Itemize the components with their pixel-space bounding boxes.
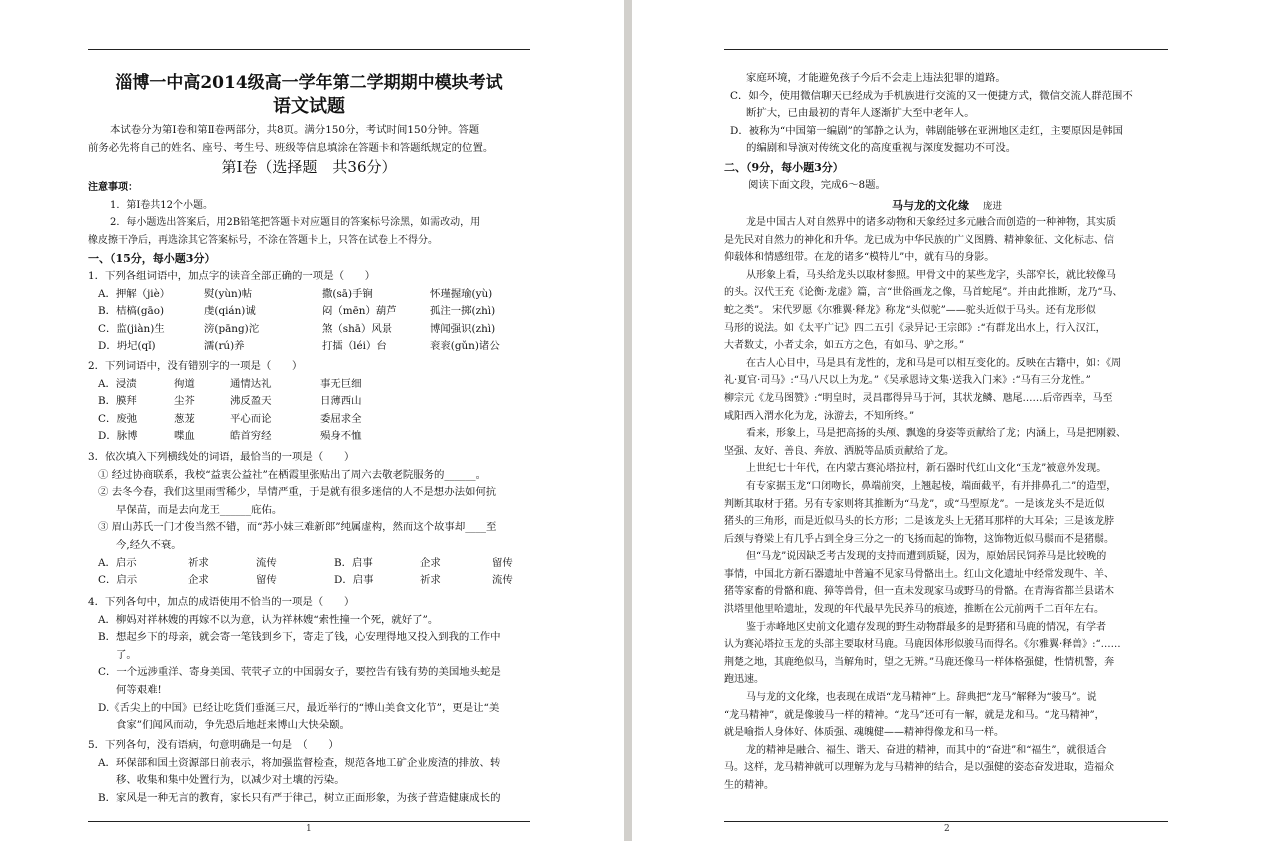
option-cell: 流传 bbox=[492, 574, 513, 587]
option-row bbox=[88, 572, 513, 590]
text-line: 早保苗，而是去向龙王______庇佑。 bbox=[116, 503, 283, 516]
text-line: B．家风是一种无言的教育，家长只有严于律己，树立正面形象，为孩子营造健康成长的 bbox=[98, 791, 501, 804]
option-cell: 虔(qián)诚 bbox=[204, 305, 256, 318]
text-line: 事情，中国北方新石器遗址中普遍不见家马骨骼出土。红山文化遗址中经常发现牛、羊、 bbox=[724, 568, 1114, 580]
text-line: 马形的说法。如《太平广记》四二五引《录异记·王宗郎》:“有群龙出水上，行入汉江， bbox=[724, 322, 1106, 334]
text-line: B．想起乡下的母亲，就会寄一笔钱到乡下，寄走了钱，心安理得地又投入到我的工作中 bbox=[98, 631, 501, 644]
option-cell: 怀瑾握瑜(yù) bbox=[430, 287, 493, 300]
question-2 bbox=[88, 358, 362, 446]
article-title: 马与龙的文化缘 庞进 bbox=[891, 199, 1002, 212]
text-line: 断扩大，已由最初的青年人逐渐扩大至中老年人。 bbox=[746, 107, 975, 120]
exam-page-1 bbox=[0, 0, 624, 841]
text-line: ① 经过协商联系，我校“益衷公益社”在栖霞里张贴出了周六去敬老院服务的______。 bbox=[98, 468, 486, 481]
text-line: 荆楚之地，其鹿绝似马，当解角时，望之无辨。”马鹿还像马一样体格强健，性情机警，奔 bbox=[724, 656, 1115, 668]
bottom-rule bbox=[724, 821, 1168, 822]
text-line: 有专家据玉龙“口闭吻长，鼻端前突，上翘起棱，端面截平，有并排鼻孔二”的造型， bbox=[746, 480, 1117, 492]
text-line: 是先民对自然力的神化和升华。龙已成为中华民族的广义图腾、精神象征、文化标志、信 bbox=[724, 234, 1114, 246]
option-cell: 博闻强识(zhì) bbox=[430, 322, 496, 335]
question-stem: 2．下列词语中，没有错别字的一项是（ ） bbox=[88, 360, 303, 372]
top-rule bbox=[724, 49, 1168, 50]
option-cell: 留传 bbox=[492, 556, 513, 569]
text-line: 仰载体和情感纽带。在龙的诸多“模特儿”中，就有马的身影。 bbox=[724, 252, 995, 264]
option-cell: 企求 bbox=[420, 556, 441, 569]
option-cell: A．启示 bbox=[98, 556, 137, 569]
exam-subject-title: 语文试题 bbox=[273, 96, 345, 117]
text-line: 鉴于赤峰地区史前文化遗存发现的野生动物群最多的是野猪和马鹿的情况，有学者 bbox=[746, 621, 1106, 633]
text-line: 跑迅速。 bbox=[724, 674, 764, 686]
text-line: 认为赛沁塔拉玉龙的头部主要取材马鹿。马鹿因体形似骏马而得名。《尔雅翼·释兽》:“…… bbox=[724, 639, 1121, 651]
question-5 bbox=[88, 737, 500, 807]
option-cell: 滂(pāng)沱 bbox=[204, 322, 260, 335]
option-cell: B．启事 bbox=[334, 556, 373, 569]
exam-page-2 bbox=[632, 0, 1262, 841]
text-line: 马与龙的文化缘，也表现在成语“龙马精神”上。辞典把“龙马”解释为“骏马”。说 bbox=[746, 692, 1097, 704]
question-4 bbox=[88, 594, 501, 735]
option-cell: 孤注一掷(zhì) bbox=[430, 305, 496, 318]
text-line: 洪塔里他里哈遗址，发现的年代最早先民养马的痕迹，推断在公元前两千二百年左右。 bbox=[724, 604, 1104, 616]
option-row bbox=[88, 393, 362, 411]
option-cell: D．脉博 bbox=[98, 430, 138, 443]
exam-title: 淄博一中高2014级高一学年第二学期期中模块考试 bbox=[115, 73, 503, 93]
page-divider bbox=[624, 0, 632, 841]
option-row bbox=[88, 321, 496, 339]
option-cell: 衮衮(gǔn)诸公 bbox=[430, 340, 500, 353]
text-line: 何等艰难! bbox=[116, 683, 162, 696]
option-cell: A．押解（jiè） bbox=[98, 287, 171, 300]
option-row bbox=[88, 338, 500, 356]
option-cell: 沸反盈天 bbox=[230, 395, 272, 408]
option-cell: 流传 bbox=[256, 556, 277, 569]
option-cell: 葱茏 bbox=[174, 412, 195, 425]
option-cell: D．坍圮(qǐ) bbox=[98, 340, 156, 353]
text-line: 柳宗元《龙马图赞》:“明皇时，灵昌郡得异马于河，其状龙鳞、虺尾……后帝西幸，马至 bbox=[724, 392, 1113, 404]
text-line: “龙马精神”，就是像骏马一样的精神。“龙马”还可有一解，就是龙和马。“龙马精神”， bbox=[724, 709, 1105, 721]
option-cell: 祈求 bbox=[420, 574, 441, 587]
text-line: 马。这样，龙马精神就可以理解为龙与马精神的结合，是以强健的姿态奋发进取，造福众 bbox=[724, 762, 1114, 774]
text-line: 的编剧和导演对传统文化的高度重视与深度发掘功不可没。 bbox=[746, 142, 1017, 155]
notes-section: 注意事项： 1．第Ⅰ卷共12个小题。 2．每小题选出答案后，用2B铅笔把答题卡对应题目的答案标号涂黑，如需改动，用 橡皮擦干净后，再选涂其它答案标号，不涂在答题卡上，只答在试卷上不得分。 bbox=[88, 182, 481, 246]
option-row bbox=[88, 286, 493, 304]
text-line: 生的精神。 bbox=[724, 780, 774, 791]
text-line: 龙是中国古人对自然界中的诸多动物和天象经过多元融合而创造的一种神物，其实质 bbox=[746, 217, 1116, 228]
option-cell: 殒身不恤 bbox=[320, 430, 362, 443]
option-cell: 闷（mēn）葫芦 bbox=[322, 305, 397, 318]
question-stem: 1．下列各组词语中，加点字的读音全部正确的一项是（ ） bbox=[88, 270, 376, 282]
question-stem: 4．下列各句中，加点的成语使用不恰当的一项是（ ） bbox=[88, 596, 355, 608]
option-cell: 濡(rú)养 bbox=[204, 340, 245, 353]
text-line: 上世纪七十年代，在内蒙古赛沁塔拉村，新石器时代红山文化“玉龙”被意外发现。 bbox=[746, 463, 1107, 475]
option-cell: 徇道 bbox=[174, 377, 195, 390]
option-cell: 企求 bbox=[188, 574, 209, 587]
text-line: D．被称为“中国第一编剧”的邹静之认为，韩剧能够在亚洲地区走红，主要原因是韩国 bbox=[730, 124, 1124, 137]
question-3 bbox=[88, 449, 513, 590]
section-2-heading: 二、（9分，每小题3分） bbox=[724, 161, 844, 174]
option-cell: D．启事 bbox=[334, 574, 374, 587]
option-cell: 煞（shā）风景 bbox=[322, 322, 393, 335]
option-row bbox=[88, 411, 362, 429]
option-cell: 日薄西山 bbox=[320, 395, 362, 408]
text-line: A．环保部和国土资源部日前表示，将加强监督检查，规范各地工矿企业废渣的排放、转 bbox=[98, 756, 501, 769]
option-cell: 委屈求全 bbox=[320, 412, 362, 425]
option-cell: C．启示 bbox=[98, 574, 138, 587]
text-line: 龙的精神是融合、福生、谐天、奋进的精神，而其中的“奋进”和“福生”，就很适合 bbox=[746, 744, 1107, 756]
question-5-continued bbox=[724, 70, 1133, 158]
option-cell: 熨(yùn)帖 bbox=[204, 287, 253, 300]
reading-instructions: 阅读下面文段，完成6～8题。 bbox=[748, 179, 886, 191]
article-author: 庞进 bbox=[982, 201, 1002, 212]
text-line: 今,经久不衰。 bbox=[116, 538, 182, 551]
option-cell: 皓首穷经 bbox=[230, 430, 272, 443]
question-stem: 5．下列各句，没有语病，句意明确是一句是 （ ） bbox=[88, 739, 339, 751]
option-cell: 尘芥 bbox=[174, 395, 195, 408]
option-cell: 喋血 bbox=[174, 430, 195, 443]
option-row bbox=[88, 428, 362, 446]
text-line: 的头。汉代王充《论衡·龙虚》篇，言“世俗画龙之像，马首蛇尾”。并由此推断，龙乃“马、 bbox=[724, 287, 1123, 299]
text-line: 蛇之类”。 宋代罗愿《尔雅翼·释龙》称龙“头似驼”——驼头近似于马头。还有龙形似 bbox=[724, 304, 1096, 316]
text-line: 猪等家畜的骨骼和鹿、獐等兽骨，但一直未发现家马或野马的骨骼。在青海省都兰县诺木 bbox=[724, 586, 1114, 598]
option-cell: 撒(sā)手锏 bbox=[322, 287, 373, 300]
text-line: 看来，形象上，马是把高扬的头颅、飘逸的身姿等贡献给了龙；内涵上，马是把刚毅、 bbox=[746, 428, 1126, 440]
text-line: 大者数丈，小者丈余，如五方之色，有如马、驴之形。” bbox=[724, 340, 965, 352]
option-row bbox=[88, 303, 496, 321]
text-line: D.《舌尖上的中国》已经让吃货们垂涎三尺，最近举行的“博山美食文化节”，更是让“美 bbox=[98, 701, 500, 714]
page-number: 2 bbox=[944, 824, 950, 834]
option-cell: B．桔槁(gāo) bbox=[98, 305, 165, 318]
article-body bbox=[724, 214, 1126, 795]
option-row bbox=[88, 376, 362, 394]
question-1 bbox=[88, 268, 500, 356]
option-cell: 事无巨细 bbox=[320, 377, 362, 390]
text-line: 坚强、友好、善良、奔放、洒脱等品质贡献给了龙。 bbox=[724, 445, 954, 457]
text-line: C．如今，使用微信聊天已经成为手机族进行交流的又一便捷方式，微信交流人群范围不 bbox=[730, 89, 1133, 102]
text-line: 猪头的三角形，而是近似马头的长方形；二是该龙头上无猪耳那样的大耳朵；三是该龙脖 bbox=[724, 516, 1114, 528]
text-line: 了。 bbox=[116, 648, 137, 661]
text-line: 从形象上看，马头给龙头以取材参照。甲骨文中的某些龙字，头部窄长，就比较像马 bbox=[746, 269, 1116, 281]
option-cell: B．膜拜 bbox=[98, 395, 137, 408]
option-cell: 留传 bbox=[256, 574, 277, 587]
text-line: C．一个远涉重洋、寄身美国、茕茕孑立的中国弱女子，要控告有钱有势的美国地头蛇是 bbox=[98, 666, 501, 679]
option-cell: 打擂（léi）台 bbox=[322, 340, 387, 353]
text-line: 食家”们闻风而动，争先恐后地赶来博山大快朵颐。 bbox=[116, 719, 350, 732]
option-cell: 通情达礼 bbox=[230, 377, 272, 390]
question-stem: 3．依次填入下列横线处的词语，最恰当的一项是（ ） bbox=[88, 451, 355, 463]
section-1-heading: 一、（15分，每小题3分） bbox=[88, 252, 216, 265]
option-cell: C．监(jiàn)生 bbox=[98, 322, 165, 335]
option-cell: 祈求 bbox=[188, 556, 209, 569]
text-line: ② 去冬今春，我们这里雨雪稀少，旱情严重，于是就有很多迷信的人不是想办法如何抗 bbox=[98, 486, 497, 499]
top-rule bbox=[88, 49, 530, 50]
page-number: 1 bbox=[306, 824, 312, 834]
text-line: ③ 眉山苏氏一门才俊当然不错，而“苏小妹三难新郎”纯属虚构，然而这个故事却____至 bbox=[98, 521, 497, 534]
bottom-rule bbox=[88, 821, 530, 822]
text-line: 在古人心目中，马是具有龙性的，龙和马是可以相互变化的。反映在古籍中，如：《周 bbox=[746, 357, 1121, 369]
text-line: A．柳妈对祥林嫂的再嫁不以为意，认为祥林嫂“索性撞一个死，就好了”。 bbox=[98, 613, 439, 626]
text-line: 就是喻指人身体好、体质强、魂魄健——精神得像龙和马一样。 bbox=[724, 727, 1004, 739]
text-line: 家庭环境，才能避免孩子今后不会走上违法犯罪的道路。 bbox=[746, 72, 1006, 84]
option-cell: C．废弛 bbox=[98, 412, 138, 425]
option-row bbox=[88, 555, 513, 573]
text-line: 移、收集和集中处置行为，以减少对土壤的污染。 bbox=[116, 774, 345, 787]
text-line: 判断其取材于猪。另有专家则将其推断为“马龙”，或“马型原龙”。一是该龙头不是近似 bbox=[724, 498, 1105, 510]
text-line: 但“马龙”说因缺乏考古发现的支持而遭到质疑，因为，原始居民饲养马是比较晚的 bbox=[746, 551, 1107, 563]
text-line: 咸阳西入渭水化为龙，泳游去，不知所终。” bbox=[724, 410, 915, 422]
text-line: 后颈与脊梁上有几乎占到全身三分之一的飞扬而起的饰物，这饰物近似马鬃而不是猪鬃。 bbox=[724, 533, 1114, 545]
volume-1-heading: 第Ⅰ卷（选择题 共36分） bbox=[221, 158, 397, 176]
text-line: 礼·夏官·司马》:“马八尺以上为龙。”《吴承恩诗文集·送我入门来》:“马有三分龙性。” bbox=[724, 375, 1091, 387]
exam-intro: 本试卷分为第Ⅰ卷和第Ⅱ卷两部分，共8页。满分150分，考试时间150分钟。答题 前务必先将自己的姓名、座号、考生号、班级等信息填涂在答题卡和答题纸规定的位置。 bbox=[88, 124, 494, 154]
option-cell: 平心而论 bbox=[230, 412, 272, 425]
option-cell: A．浸渍 bbox=[98, 377, 137, 390]
